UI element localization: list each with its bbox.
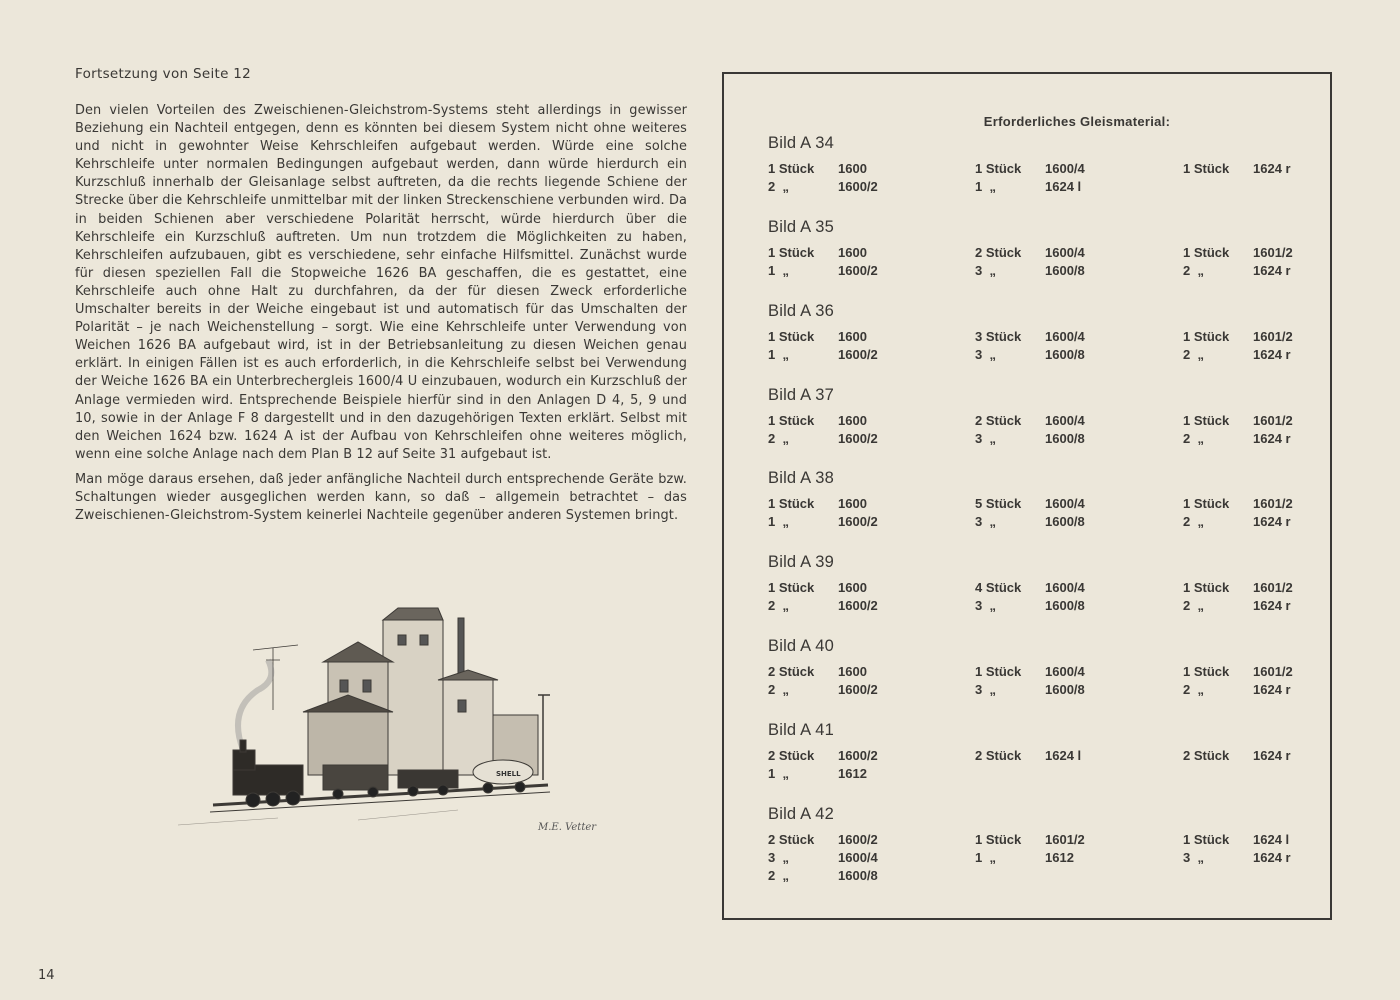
quantity: 4 Stück [975, 580, 1022, 595]
material-row [1183, 513, 1293, 531]
material-row [975, 430, 1085, 448]
material-column [768, 747, 878, 783]
quantity: 1 Stück [1183, 580, 1230, 595]
part-number: 1600 [838, 245, 867, 260]
part-number: 1600/4 [1045, 413, 1085, 428]
part-number: 1600/2 [838, 598, 878, 613]
figure-block [768, 553, 1328, 639]
quantity: 3 „ [975, 598, 996, 613]
quantity: 2 Stück [975, 245, 1022, 260]
quantity: 1 Stück [1183, 664, 1230, 679]
figure-title: Bild A 42 [768, 805, 835, 823]
part-number: 1624 r [1253, 850, 1291, 865]
part-number: 1600 [838, 496, 867, 511]
material-row [1183, 346, 1293, 364]
material-row [975, 831, 1085, 849]
part-number: 1624 r [1253, 431, 1291, 446]
material-row [975, 663, 1085, 681]
quantity: 2 Stück [768, 832, 815, 847]
material-row [1183, 747, 1291, 765]
material-row [768, 849, 878, 867]
part-number: 1601/2 [1253, 413, 1293, 428]
material-row [1183, 579, 1293, 597]
material-row [975, 513, 1085, 531]
material-row [975, 412, 1085, 430]
quantity: 2 Stück [975, 413, 1022, 428]
quantity: 2 „ [1183, 598, 1204, 613]
continuation-note: Fortsetzung von Seite 12 [75, 66, 252, 82]
part-number: 1600/2 [838, 748, 878, 763]
part-number: 1624 r [1253, 682, 1291, 697]
quantity: 3 „ [975, 347, 996, 362]
quantity: 2 „ [768, 431, 789, 446]
part-number: 1600/8 [1045, 431, 1085, 446]
figure-block [768, 302, 1328, 388]
part-number: 1600 [838, 413, 867, 428]
material-row [768, 765, 878, 783]
material-row [768, 495, 878, 513]
material-row [768, 747, 878, 765]
part-number: 1600/4 [1045, 496, 1085, 511]
material-column [975, 579, 1085, 615]
material-row [768, 430, 878, 448]
part-number: 1612 [838, 766, 867, 781]
quantity: 1 Stück [1183, 413, 1230, 428]
part-number: 1624 r [1253, 263, 1291, 278]
material-row [975, 262, 1085, 280]
quantity: 1 Stück [975, 832, 1022, 847]
svg-text:SHELL: SHELL [496, 770, 521, 778]
material-row [1183, 328, 1293, 346]
quantity: 1 Stück [768, 245, 815, 260]
material-row [768, 160, 878, 178]
material-row [768, 579, 878, 597]
page-number: 14 [38, 968, 55, 983]
part-number: 1600 [838, 329, 867, 344]
part-number: 1600/4 [1045, 329, 1085, 344]
material-row [975, 495, 1085, 513]
train-illustration [158, 600, 597, 840]
figure-block [768, 386, 1328, 472]
material-column [768, 160, 878, 196]
material-column [1183, 663, 1293, 699]
quantity: 1 „ [768, 514, 789, 529]
part-number: 1601/2 [1253, 580, 1293, 595]
material-column [768, 412, 878, 448]
material-column [1183, 831, 1291, 867]
quantity: 1 Stück [975, 664, 1022, 679]
figure-block [768, 721, 1328, 807]
part-number: 1624 r [1253, 598, 1291, 613]
part-number: 1600/2 [838, 347, 878, 362]
part-number: 1600 [838, 580, 867, 595]
material-row [768, 346, 878, 364]
quantity: 3 „ [768, 850, 789, 865]
material-column [1183, 328, 1293, 364]
material-row [975, 747, 1081, 765]
material-row [975, 849, 1085, 867]
material-row [1183, 412, 1293, 430]
quantity: 1 Stück [1183, 832, 1230, 847]
material-row [975, 160, 1085, 178]
figure-block [768, 469, 1328, 555]
figure-title: Bild A 38 [768, 469, 835, 487]
material-column [1183, 244, 1293, 280]
quantity: 1 „ [975, 850, 996, 865]
quantity: 1 Stück [1183, 161, 1230, 176]
part-number: 1624 r [1253, 347, 1291, 362]
figure-block [768, 805, 1328, 891]
material-column [768, 244, 878, 280]
part-number: 1612 [1045, 850, 1074, 865]
material-row [1183, 663, 1293, 681]
material-row [768, 244, 878, 262]
paragraph: Man möge daraus ersehen, daß jeder anfängliche Nachteil durch entsprechende Geräte bzw. Schaltungen wieder ausgeglichen werden kann, so daß – allgemein betrachtet – das Zweischienen-Gleichstrom-System keinerlei Nachteile gegenüber anderen Systemen bringt. [75, 471, 687, 524]
material-column [1183, 579, 1293, 615]
quantity: 2 „ [768, 598, 789, 613]
quantity: 2 Stück [768, 748, 815, 763]
quantity: 1 Stück [1183, 329, 1230, 344]
material-row [768, 412, 878, 430]
quantity: 1 Stück [1183, 245, 1230, 260]
material-column [975, 244, 1085, 280]
part-number: 1600 [838, 664, 867, 679]
part-number: 1624 r [1253, 514, 1291, 529]
material-row [1183, 430, 1293, 448]
material-column [768, 663, 878, 699]
figure-title: Bild A 39 [768, 553, 835, 571]
quantity: 3 „ [975, 263, 996, 278]
material-row [975, 346, 1085, 364]
material-column [975, 747, 1081, 765]
material-row [1183, 262, 1293, 280]
material-row [1183, 831, 1291, 849]
figure-title: Bild A 41 [768, 721, 835, 739]
quantity: 1 Stück [975, 161, 1022, 176]
figure-title: Bild A 36 [768, 302, 835, 320]
figure-title: Bild A 34 [768, 134, 835, 152]
part-number: 1600/2 [838, 431, 878, 446]
material-row [1183, 244, 1293, 262]
track-material-box [722, 72, 1332, 920]
material-row [975, 244, 1085, 262]
quantity: 1 Stück [768, 413, 815, 428]
quantity: 2 Stück [975, 748, 1022, 763]
figure-title: Bild A 40 [768, 637, 835, 655]
quantity: 1 Stück [768, 161, 815, 176]
material-row [975, 178, 1085, 196]
part-number: 1600/8 [1045, 682, 1085, 697]
material-row [768, 867, 878, 885]
material-column [1183, 747, 1291, 765]
box-heading: Erforderliches Gleismaterial: [983, 114, 1171, 129]
figure-title: Bild A 35 [768, 218, 835, 236]
svg-text:M.E. Vetter: M.E. Vetter [538, 822, 597, 833]
quantity: 3 Stück [975, 329, 1022, 344]
part-number: 1600/2 [838, 263, 878, 278]
material-row [1183, 495, 1293, 513]
quantity: 2 „ [1183, 347, 1204, 362]
part-number: 1600/4 [1045, 161, 1085, 176]
quantity: 2 „ [1183, 514, 1204, 529]
material-column [1183, 160, 1291, 178]
quantity: 3 „ [975, 514, 996, 529]
material-row [1183, 160, 1291, 178]
part-number: 1624 r [1253, 748, 1291, 763]
quantity: 2 „ [768, 179, 789, 194]
part-number: 1624 l [1045, 179, 1082, 194]
quantity: 1 „ [768, 766, 789, 781]
figure-title: Bild A 37 [768, 386, 835, 404]
part-number: 1600/8 [1045, 347, 1085, 362]
figure-block [768, 218, 1328, 304]
material-row [768, 681, 878, 699]
material-column [975, 160, 1085, 196]
quantity: 1 Stück [768, 496, 815, 511]
part-number: 1600/4 [1045, 245, 1085, 260]
material-column [975, 831, 1085, 867]
material-row [768, 328, 878, 346]
material-column [768, 495, 878, 531]
part-number: 1600/8 [1045, 514, 1085, 529]
material-column [768, 328, 878, 364]
material-row [768, 513, 878, 531]
material-row [768, 831, 878, 849]
material-row [768, 262, 878, 280]
quantity: 2 „ [1183, 263, 1204, 278]
material-row [768, 597, 878, 615]
material-column [1183, 495, 1293, 531]
quantity: 1 „ [768, 347, 789, 362]
part-number: 1600/8 [1045, 598, 1085, 613]
material-row [975, 597, 1085, 615]
quantity: 2 „ [1183, 682, 1204, 697]
part-number: 1600/4 [838, 850, 878, 865]
quantity: 1 „ [768, 263, 789, 278]
quantity: 2 „ [768, 868, 789, 883]
part-number: 1601/2 [1253, 496, 1293, 511]
material-row [768, 178, 878, 196]
part-number: 1601/2 [1253, 329, 1293, 344]
part-number: 1601/2 [1045, 832, 1085, 847]
figure-block [768, 134, 1328, 220]
material-column [768, 579, 878, 615]
quantity: 1 „ [975, 179, 996, 194]
part-number: 1601/2 [1253, 664, 1293, 679]
part-number: 1600/4 [1045, 664, 1085, 679]
quantity: 2 Stück [1183, 748, 1230, 763]
material-row [768, 663, 878, 681]
part-number: 1600/2 [838, 514, 878, 529]
quantity: 1 Stück [768, 580, 815, 595]
material-column [1183, 412, 1293, 448]
part-number: 1624 l [1253, 832, 1290, 847]
part-number: 1624 r [1253, 161, 1291, 176]
quantity: 3 „ [975, 431, 996, 446]
material-column [975, 495, 1085, 531]
paragraph: Den vielen Vorteilen des Zweischienen-Gleichstrom-Systems steht allerdings in gewisser Beziehung ein Nachteil entgegen, denn es könnten bei diesem System nicht ohne weiteres und nicht in gewohnter Weise Kehrschleifen aufgebaut werden. Würde eine solche Kehrschleife unter normalen Bedingungen aufgebaut werden, dann würde hierdurch ein Kurzschluß innerhalb der Gleisanlage selbst auftreten, da die rechts liegende Schiene der Strecke über die Kehrschleife unmittelbar mit der linken Streckenschiene verbunden wird. Da in beiden Schienen aber verschiedene Polarität herrscht, würde hierdurch über die Kehrschleife ein Kurzschluß auftreten. Um nun trotzdem die Möglichkeiten zu haben, Kehrschleifen aufzubauen, gibt es verschiedene, sehr einfache Hilfsmittel. Zunächst wurde für diesen speziellen Fall die Stopweiche 1626 BA geschaffen, die es gestattet, eine Kehrschleife auch ohne Halt zu durchfahren, da der für diesen Zweck erforderliche Umschalter bereits in der Weiche eingebaut ist und automatisch für das Umschalten der Polarität – je nach Weichenstellung – sorgt. Wie eine Kehrschleife unter Verwendung von Weichen 1626 BA aufgebaut wird, ist in der Betriebsanleitung zu diesen Weichen genau erklärt. In einigen Fällen ist es auch erforderlich, in die Kehrschleife selbst bei Verwendung der Weiche 1626 BA ein Unterbrechergleis 1600/4 U einzubauen, wodurch ein Kurzschluß der Anlage vermieden wird. Entsprechende Beispiele hierfür sind in den Anlagen D 4, 5, 9 und 10, sowie in der Anlage F 8 dargestellt und in den dazugehörigen Texten erklärt. Selbst mit den Weichen 1624 bzw. 1624 A ist der Aufbau von Kehrschleifen ohne weiteres möglich, wenn eine solche Anlage nach dem Plan B 12 auf Seite 31 aufgebaut ist. [75, 103, 687, 462]
part-number: 1601/2 [1253, 245, 1293, 260]
quantity: 2 Stück [768, 664, 815, 679]
quantity: 2 „ [768, 682, 789, 697]
material-column [975, 663, 1085, 699]
part-number: 1600 [838, 161, 867, 176]
quantity: 1 Stück [768, 329, 815, 344]
material-row [1183, 849, 1291, 867]
material-column [975, 412, 1085, 448]
part-number: 1600/2 [838, 179, 878, 194]
article-text [75, 102, 687, 532]
material-row [975, 681, 1085, 699]
part-number: 1600/2 [838, 682, 878, 697]
part-number: 1600/8 [838, 868, 878, 883]
material-column [975, 328, 1085, 364]
quantity: 3 „ [1183, 850, 1204, 865]
part-number: 1600/4 [1045, 580, 1085, 595]
quantity: 2 „ [1183, 431, 1204, 446]
quantity: 5 Stück [975, 496, 1022, 511]
material-row [975, 579, 1085, 597]
material-row [1183, 597, 1293, 615]
part-number: 1600/2 [838, 832, 878, 847]
figure-block [768, 637, 1328, 723]
quantity: 1 Stück [1183, 496, 1230, 511]
material-row [975, 328, 1085, 346]
part-number: 1624 l [1045, 748, 1082, 763]
quantity: 3 „ [975, 682, 996, 697]
material-row [1183, 681, 1293, 699]
part-number: 1600/8 [1045, 263, 1085, 278]
material-column [768, 831, 878, 885]
